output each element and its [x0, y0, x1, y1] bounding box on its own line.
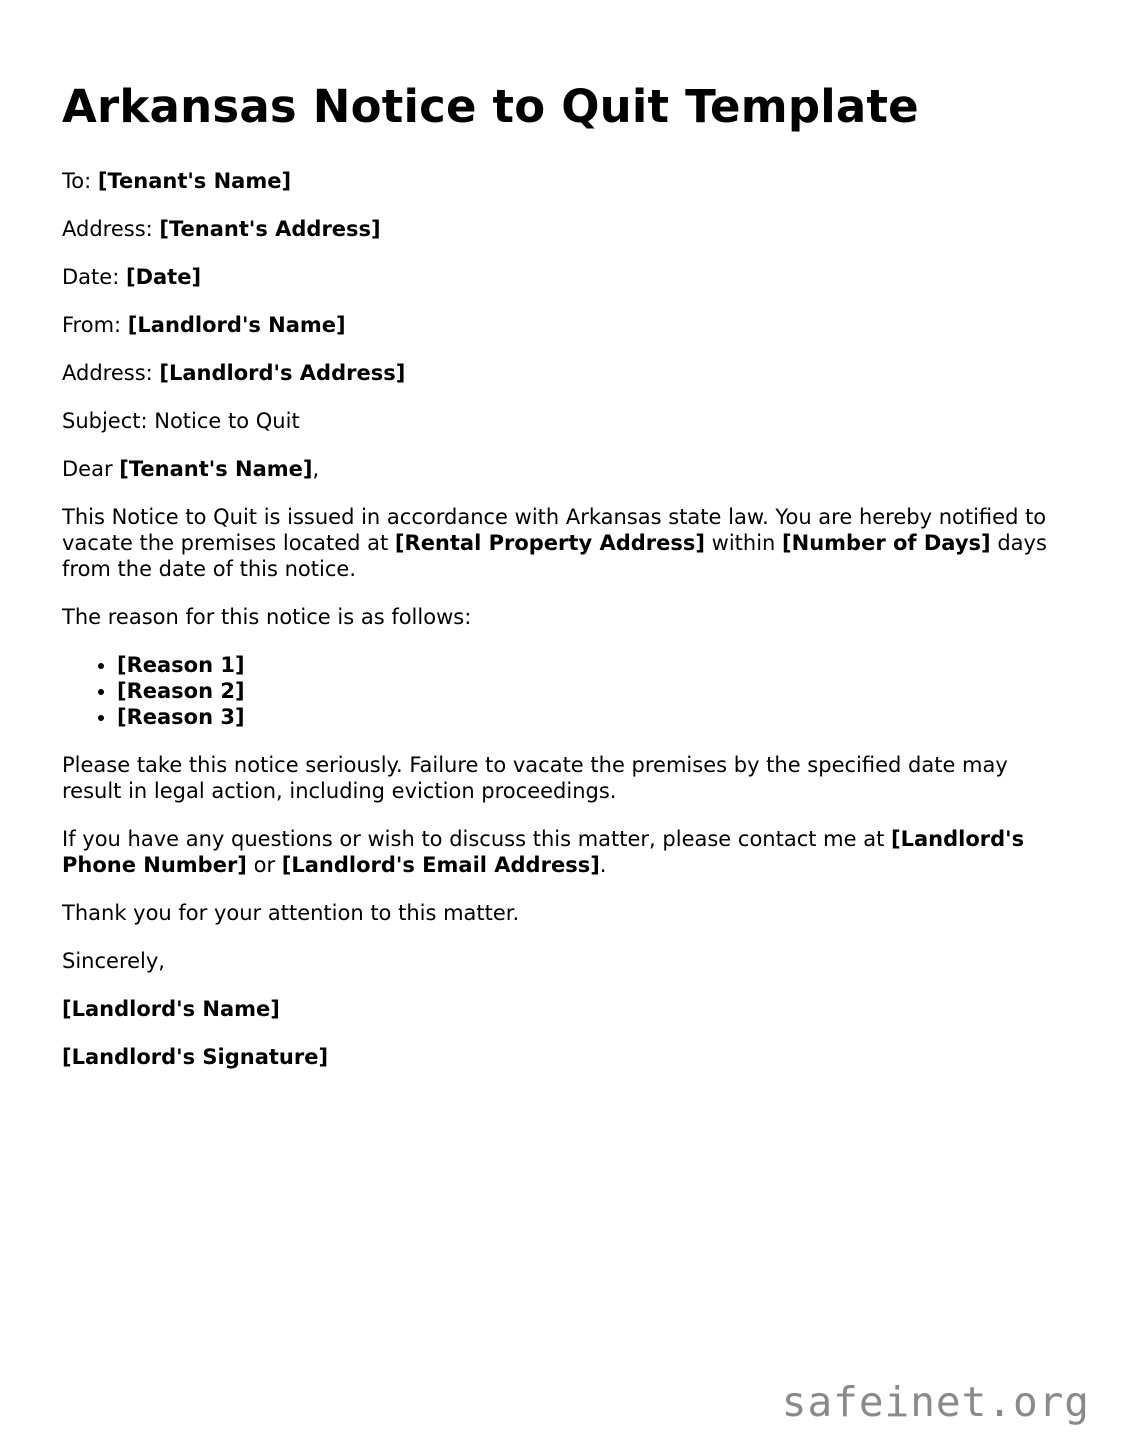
number-of-days-field: [Number of Days]	[782, 531, 991, 555]
date-line	[62, 264, 1072, 290]
warning-paragraph: Please take this notice seriously. Failure to vacate the premises by the specified date may result in legal action, including eviction proceedings.	[62, 753, 1008, 803]
watermark: safeinet.org	[781, 1378, 1090, 1426]
date-field: [Date]	[125, 265, 202, 289]
thanks-line: Thank you for your attention to this matter.	[62, 901, 520, 925]
signature-name-line	[62, 996, 1072, 1022]
signature-line	[62, 1044, 1072, 1070]
notice-text-3: days from the date of this notice.	[62, 531, 1047, 581]
reason-intro: The reason for this notice is as follows:	[62, 605, 472, 629]
tenant-address-line	[62, 216, 1072, 242]
from-label: From:	[62, 313, 122, 337]
reason-list	[62, 652, 1072, 730]
rental-property-field: [Rental Property Address]	[394, 531, 705, 555]
from-line	[62, 312, 1072, 338]
contact-text-1: If you have any questions or wish to discuss this matter, please contact me at	[62, 827, 885, 851]
notice-text-1: This Notice to Quit is issued in accordance with Arkansas state law. You are hereby notified to vacate the premises located at	[62, 505, 1047, 555]
to-label: To:	[62, 169, 92, 193]
contact-text-3: .	[599, 853, 607, 877]
list-item: • [Reason 3]	[117, 704, 1072, 730]
landlord-address-label: Address:	[62, 361, 153, 385]
tenant-address-label: Address:	[62, 217, 153, 241]
notice-text-2: within	[711, 531, 776, 555]
salutation	[62, 456, 1072, 482]
landlord-address-line	[62, 360, 1072, 386]
document-page	[62, 78, 1072, 1092]
landlord-phone-field: [Landlord's Phone Number]	[62, 827, 1025, 877]
list-item: • [Reason 2]	[117, 678, 1072, 704]
salutation-suffix: ,	[312, 457, 320, 481]
date-label: Date:	[62, 265, 120, 289]
salutation-name: [Tenant's Name]	[119, 457, 313, 481]
landlord-address-field: [Landlord's Address]	[159, 361, 406, 385]
list-item: • [Reason 1]	[117, 652, 1072, 678]
contact-text-2: or	[253, 853, 276, 877]
to-line	[62, 168, 1072, 194]
document-title: Arkansas Notice to Quit Template	[62, 80, 919, 133]
subject-line: Subject: Notice to Quit	[62, 409, 300, 433]
landlord-email-field: [Landlord's Email Address]	[281, 853, 600, 877]
signature-name-field: [Landlord's Name]	[62, 997, 280, 1021]
contact-paragraph	[62, 826, 1072, 878]
closing-line: Sincerely,	[62, 949, 165, 973]
notice-paragraph	[62, 504, 1072, 582]
salutation-prefix: Dear	[62, 457, 113, 481]
signature-field: [Landlord's Signature]	[62, 1045, 329, 1069]
landlord-name-field: [Landlord's Name]	[127, 313, 346, 337]
tenant-address-field: [Tenant's Address]	[159, 217, 381, 241]
tenant-name-field: [Tenant's Name]	[97, 169, 292, 193]
